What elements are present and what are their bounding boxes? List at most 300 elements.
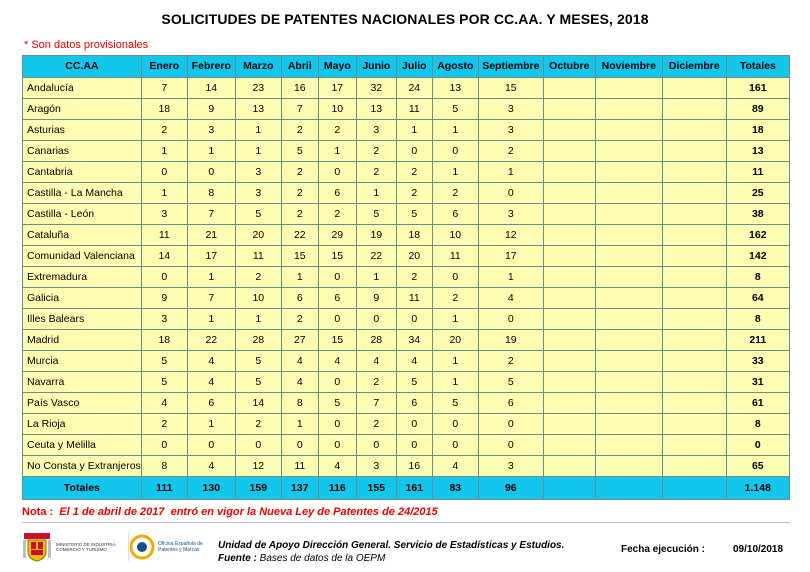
month-value: 1 <box>187 141 235 162</box>
column-header-region: CC.AA <box>23 56 142 78</box>
month-total: 155 <box>356 477 396 500</box>
month-value: 1 <box>432 162 478 183</box>
month-value: 11 <box>396 99 432 120</box>
month-value <box>662 246 726 267</box>
month-value: 0 <box>432 414 478 435</box>
month-value: 18 <box>396 225 432 246</box>
row-total: 142 <box>726 246 789 267</box>
month-value: 10 <box>235 288 281 309</box>
region-name: Navarra <box>23 372 142 393</box>
month-value: 9 <box>141 288 187 309</box>
month-value: 2 <box>281 183 318 204</box>
month-value <box>662 267 726 288</box>
month-total: 83 <box>432 477 478 500</box>
row-total: 162 <box>726 225 789 246</box>
month-value: 17 <box>187 246 235 267</box>
month-value: 3 <box>235 183 281 204</box>
column-header: Noviembre <box>595 56 662 78</box>
month-value: 4 <box>281 351 318 372</box>
oepm-logo-text: Oficina Española de Patentes y Marcas <box>158 541 203 553</box>
month-value: 1 <box>235 141 281 162</box>
row-total: 38 <box>726 204 789 225</box>
month-value: 2 <box>356 414 396 435</box>
month-value: 3 <box>478 456 543 477</box>
month-value: 20 <box>396 246 432 267</box>
region-name: Galicia <box>23 288 142 309</box>
month-value: 6 <box>187 393 235 414</box>
table-row <box>23 330 790 351</box>
month-value: 2 <box>356 141 396 162</box>
month-value: 0 <box>478 435 543 456</box>
month-value: 3 <box>141 309 187 330</box>
month-value: 6 <box>318 183 356 204</box>
month-value <box>662 456 726 477</box>
month-value: 4 <box>478 288 543 309</box>
table-row <box>23 393 790 414</box>
month-total: 96 <box>478 477 543 500</box>
column-header: Julio <box>396 56 432 78</box>
month-value <box>543 183 595 204</box>
table-row <box>23 120 790 141</box>
month-value: 1 <box>478 162 543 183</box>
month-value: 0 <box>141 267 187 288</box>
table-row <box>23 456 790 477</box>
month-value: 0 <box>318 309 356 330</box>
month-value: 0 <box>478 309 543 330</box>
month-value: 12 <box>478 225 543 246</box>
source-label: Fuente : <box>218 553 257 564</box>
footer-source <box>218 553 385 564</box>
month-value: 1 <box>478 267 543 288</box>
region-name: La Rioja <box>23 414 142 435</box>
month-value: 14 <box>141 246 187 267</box>
region-name: Castilla - La Mancha <box>23 183 142 204</box>
month-value: 4 <box>318 456 356 477</box>
month-value: 2 <box>318 204 356 225</box>
month-value: 0 <box>356 309 396 330</box>
month-value: 0 <box>318 267 356 288</box>
month-value <box>595 393 662 414</box>
month-value: 7 <box>141 78 187 99</box>
month-value: 5 <box>396 204 432 225</box>
month-value: 7 <box>281 99 318 120</box>
month-value: 0 <box>318 414 356 435</box>
month-value <box>595 456 662 477</box>
month-value <box>595 120 662 141</box>
month-value: 24 <box>396 78 432 99</box>
note-text: El 1 de abril de 2017 entró en vigor la Nueva Ley de Patentes de 24/2015 <box>59 506 438 518</box>
month-value: 1 <box>235 309 281 330</box>
month-value <box>595 78 662 99</box>
month-value: 15 <box>318 330 356 351</box>
month-value: 6 <box>281 288 318 309</box>
month-value: 6 <box>432 204 478 225</box>
month-value: 5 <box>235 372 281 393</box>
month-value: 1 <box>187 414 235 435</box>
column-header: Totales <box>726 56 789 78</box>
month-value: 1 <box>356 183 396 204</box>
table-row <box>23 309 790 330</box>
month-value: 0 <box>356 435 396 456</box>
row-total: 33 <box>726 351 789 372</box>
table-row <box>23 99 790 120</box>
ministry-logo-text: MINISTERIO DE INDUSTRIA, COMERCIO Y TURISMO <box>56 542 117 552</box>
month-value <box>662 204 726 225</box>
execution-date-label: Fecha ejecución : <box>621 544 705 555</box>
month-value <box>662 414 726 435</box>
month-value: 34 <box>396 330 432 351</box>
month-value: 18 <box>141 99 187 120</box>
month-value <box>595 225 662 246</box>
month-value <box>662 393 726 414</box>
month-value: 22 <box>356 246 396 267</box>
month-value <box>543 99 595 120</box>
month-value: 3 <box>356 120 396 141</box>
grand-total: 1.148 <box>726 477 789 500</box>
provisional-note: * Son datos provisionales <box>24 39 149 51</box>
month-value: 0 <box>235 435 281 456</box>
month-value: 13 <box>432 78 478 99</box>
month-value: 2 <box>478 141 543 162</box>
month-value: 29 <box>318 225 356 246</box>
month-value: 2 <box>478 351 543 372</box>
month-total: 116 <box>318 477 356 500</box>
month-value: 0 <box>396 309 432 330</box>
month-value: 10 <box>432 225 478 246</box>
row-total: 89 <box>726 99 789 120</box>
month-value: 2 <box>235 414 281 435</box>
month-value: 27 <box>281 330 318 351</box>
row-total: 211 <box>726 330 789 351</box>
row-total: 0 <box>726 435 789 456</box>
month-value: 28 <box>356 330 396 351</box>
row-total: 11 <box>726 162 789 183</box>
region-name: Madrid <box>23 330 142 351</box>
month-value <box>595 141 662 162</box>
month-value: 4 <box>396 351 432 372</box>
month-value: 2 <box>432 288 478 309</box>
month-value: 14 <box>187 78 235 99</box>
row-total: 31 <box>726 372 789 393</box>
month-value <box>543 309 595 330</box>
region-name: Asturias <box>23 120 142 141</box>
month-value: 0 <box>187 435 235 456</box>
column-header: Junio <box>356 56 396 78</box>
month-value <box>662 330 726 351</box>
month-value: 2 <box>235 267 281 288</box>
month-value: 7 <box>187 288 235 309</box>
month-total <box>595 477 662 500</box>
month-value: 32 <box>356 78 396 99</box>
row-total: 65 <box>726 456 789 477</box>
month-value: 0 <box>318 435 356 456</box>
month-value: 3 <box>478 99 543 120</box>
column-header: Mayo <box>318 56 356 78</box>
month-value <box>543 162 595 183</box>
month-value: 11 <box>281 456 318 477</box>
region-name: No Consta y Extranjeros <box>23 456 142 477</box>
row-total: 64 <box>726 288 789 309</box>
row-total: 13 <box>726 141 789 162</box>
month-value: 0 <box>187 162 235 183</box>
month-value: 1 <box>432 120 478 141</box>
month-value: 1 <box>432 351 478 372</box>
month-value <box>595 309 662 330</box>
month-value: 0 <box>396 141 432 162</box>
month-value: 1 <box>396 120 432 141</box>
row-total: 8 <box>726 267 789 288</box>
month-value: 1 <box>432 372 478 393</box>
month-value: 3 <box>235 162 281 183</box>
month-value <box>595 162 662 183</box>
month-value: 1 <box>281 267 318 288</box>
table-row <box>23 162 790 183</box>
month-value: 5 <box>141 351 187 372</box>
month-total: 111 <box>141 477 187 500</box>
column-header: Octubre <box>543 56 595 78</box>
region-name: Cataluña <box>23 225 142 246</box>
month-value <box>662 309 726 330</box>
month-value <box>662 141 726 162</box>
month-value: 3 <box>478 204 543 225</box>
month-value: 15 <box>478 78 543 99</box>
month-value: 2 <box>432 183 478 204</box>
month-total <box>543 477 595 500</box>
month-value <box>543 204 595 225</box>
month-value: 5 <box>396 372 432 393</box>
month-value: 16 <box>281 78 318 99</box>
month-value: 4 <box>432 456 478 477</box>
table-row <box>23 246 790 267</box>
month-value: 4 <box>281 372 318 393</box>
month-value: 2 <box>141 120 187 141</box>
row-total: 61 <box>726 393 789 414</box>
month-value: 6 <box>478 393 543 414</box>
region-name: Extremadura <box>23 267 142 288</box>
column-header: Febrero <box>187 56 235 78</box>
month-value: 0 <box>318 162 356 183</box>
month-value: 0 <box>141 162 187 183</box>
month-value: 8 <box>281 393 318 414</box>
month-value: 9 <box>356 288 396 309</box>
month-value <box>543 141 595 162</box>
month-total: 137 <box>281 477 318 500</box>
row-total: 8 <box>726 309 789 330</box>
footer-unit: Unidad de Apoyo Dirección General. Servicio de Estadísticas y Estudios. <box>218 540 565 551</box>
month-value: 5 <box>432 393 478 414</box>
month-value: 12 <box>235 456 281 477</box>
month-value: 4 <box>187 456 235 477</box>
column-header: Marzo <box>235 56 281 78</box>
month-value <box>662 351 726 372</box>
table-row <box>23 204 790 225</box>
month-value <box>595 183 662 204</box>
month-value: 0 <box>432 141 478 162</box>
month-value: 5 <box>318 393 356 414</box>
month-value <box>662 183 726 204</box>
footer-divider <box>22 522 790 523</box>
month-value <box>595 372 662 393</box>
table-row <box>23 372 790 393</box>
month-value <box>595 267 662 288</box>
month-value: 0 <box>478 414 543 435</box>
month-value: 4 <box>141 393 187 414</box>
month-value: 22 <box>187 330 235 351</box>
month-value: 5 <box>356 204 396 225</box>
month-value: 17 <box>478 246 543 267</box>
month-value <box>543 78 595 99</box>
month-value <box>662 162 726 183</box>
month-value <box>662 225 726 246</box>
month-value: 4 <box>318 351 356 372</box>
table-row <box>23 78 790 99</box>
region-name: Murcia <box>23 351 142 372</box>
month-value <box>662 120 726 141</box>
column-header: Abril <box>281 56 318 78</box>
month-value: 13 <box>356 99 396 120</box>
month-value: 20 <box>235 225 281 246</box>
month-value <box>543 246 595 267</box>
month-value: 14 <box>235 393 281 414</box>
month-value: 6 <box>318 288 356 309</box>
note-label: Nota <box>22 506 47 518</box>
month-value <box>595 435 662 456</box>
row-total: 161 <box>726 78 789 99</box>
month-value: 1 <box>281 414 318 435</box>
month-value: 3 <box>141 204 187 225</box>
month-total <box>662 477 726 500</box>
month-total: 159 <box>235 477 281 500</box>
month-value: 5 <box>235 204 281 225</box>
month-value <box>543 393 595 414</box>
month-value: 9 <box>187 99 235 120</box>
month-value <box>543 456 595 477</box>
month-value: 4 <box>187 372 235 393</box>
patents-table <box>22 55 790 500</box>
month-value <box>543 372 595 393</box>
page-title: SOLICITUDES DE PATENTES NACIONALES POR CC.AA. Y MESES, 2018 <box>161 11 649 27</box>
month-value: 3 <box>187 120 235 141</box>
month-value <box>595 246 662 267</box>
month-value: 0 <box>396 414 432 435</box>
totals-label: Totales <box>23 477 142 500</box>
month-value: 2 <box>396 183 432 204</box>
month-value <box>543 288 595 309</box>
month-value: 0 <box>478 183 543 204</box>
region-name: Canarias <box>23 141 142 162</box>
month-value: 3 <box>478 120 543 141</box>
month-value: 1 <box>235 120 281 141</box>
month-value <box>595 414 662 435</box>
month-value: 2 <box>281 162 318 183</box>
month-value: 4 <box>356 351 396 372</box>
region-name: Illes Balears <box>23 309 142 330</box>
month-value: 2 <box>281 120 318 141</box>
month-value <box>662 99 726 120</box>
footnote <box>22 506 438 518</box>
month-value: 1 <box>141 183 187 204</box>
month-value: 22 <box>281 225 318 246</box>
month-value: 1 <box>318 141 356 162</box>
ministry-logo <box>22 530 122 564</box>
region-name: Aragón <box>23 99 142 120</box>
month-value: 1 <box>356 267 396 288</box>
month-value <box>543 267 595 288</box>
header-row <box>23 56 790 78</box>
column-header: Diciembre <box>662 56 726 78</box>
month-value <box>543 225 595 246</box>
month-total: 161 <box>396 477 432 500</box>
month-total: 130 <box>187 477 235 500</box>
month-value <box>662 288 726 309</box>
month-value: 1 <box>187 309 235 330</box>
month-value: 11 <box>235 246 281 267</box>
month-value <box>543 120 595 141</box>
region-name: Andalucía <box>23 78 142 99</box>
column-header: Septiembre <box>478 56 543 78</box>
month-value: 0 <box>432 435 478 456</box>
month-value <box>595 288 662 309</box>
month-value: 2 <box>396 267 432 288</box>
month-value <box>543 414 595 435</box>
month-value: 1 <box>141 141 187 162</box>
month-value: 0 <box>432 267 478 288</box>
oepm-emblem-icon <box>129 534 155 560</box>
month-value <box>595 330 662 351</box>
month-value: 11 <box>141 225 187 246</box>
month-value: 15 <box>281 246 318 267</box>
month-value: 1 <box>432 309 478 330</box>
month-value: 5 <box>235 351 281 372</box>
month-value: 11 <box>396 288 432 309</box>
month-value: 2 <box>141 414 187 435</box>
month-value: 15 <box>318 246 356 267</box>
row-total: 18 <box>726 120 789 141</box>
month-value: 10 <box>318 99 356 120</box>
table-row <box>23 267 790 288</box>
month-value: 7 <box>187 204 235 225</box>
note-separator: : <box>46 506 60 518</box>
month-value: 8 <box>141 456 187 477</box>
month-value <box>595 204 662 225</box>
source-text: Bases de datos de la OEPM <box>256 553 386 564</box>
row-total: 25 <box>726 183 789 204</box>
month-value: 21 <box>187 225 235 246</box>
month-value: 3 <box>356 456 396 477</box>
month-value: 5 <box>281 141 318 162</box>
month-value: 28 <box>235 330 281 351</box>
month-value: 11 <box>432 246 478 267</box>
table-row <box>23 414 790 435</box>
table-row <box>23 225 790 246</box>
month-value: 4 <box>187 351 235 372</box>
month-value: 17 <box>318 78 356 99</box>
month-value <box>662 78 726 99</box>
table-row <box>23 351 790 372</box>
month-value: 8 <box>187 183 235 204</box>
month-value: 2 <box>281 309 318 330</box>
table-row <box>23 141 790 162</box>
month-value <box>662 372 726 393</box>
month-value: 2 <box>318 120 356 141</box>
totals-row <box>23 477 790 500</box>
month-value: 1 <box>187 267 235 288</box>
month-value: 0 <box>396 435 432 456</box>
month-value: 5 <box>432 99 478 120</box>
column-header: Enero <box>141 56 187 78</box>
month-value <box>662 435 726 456</box>
table-row <box>23 288 790 309</box>
